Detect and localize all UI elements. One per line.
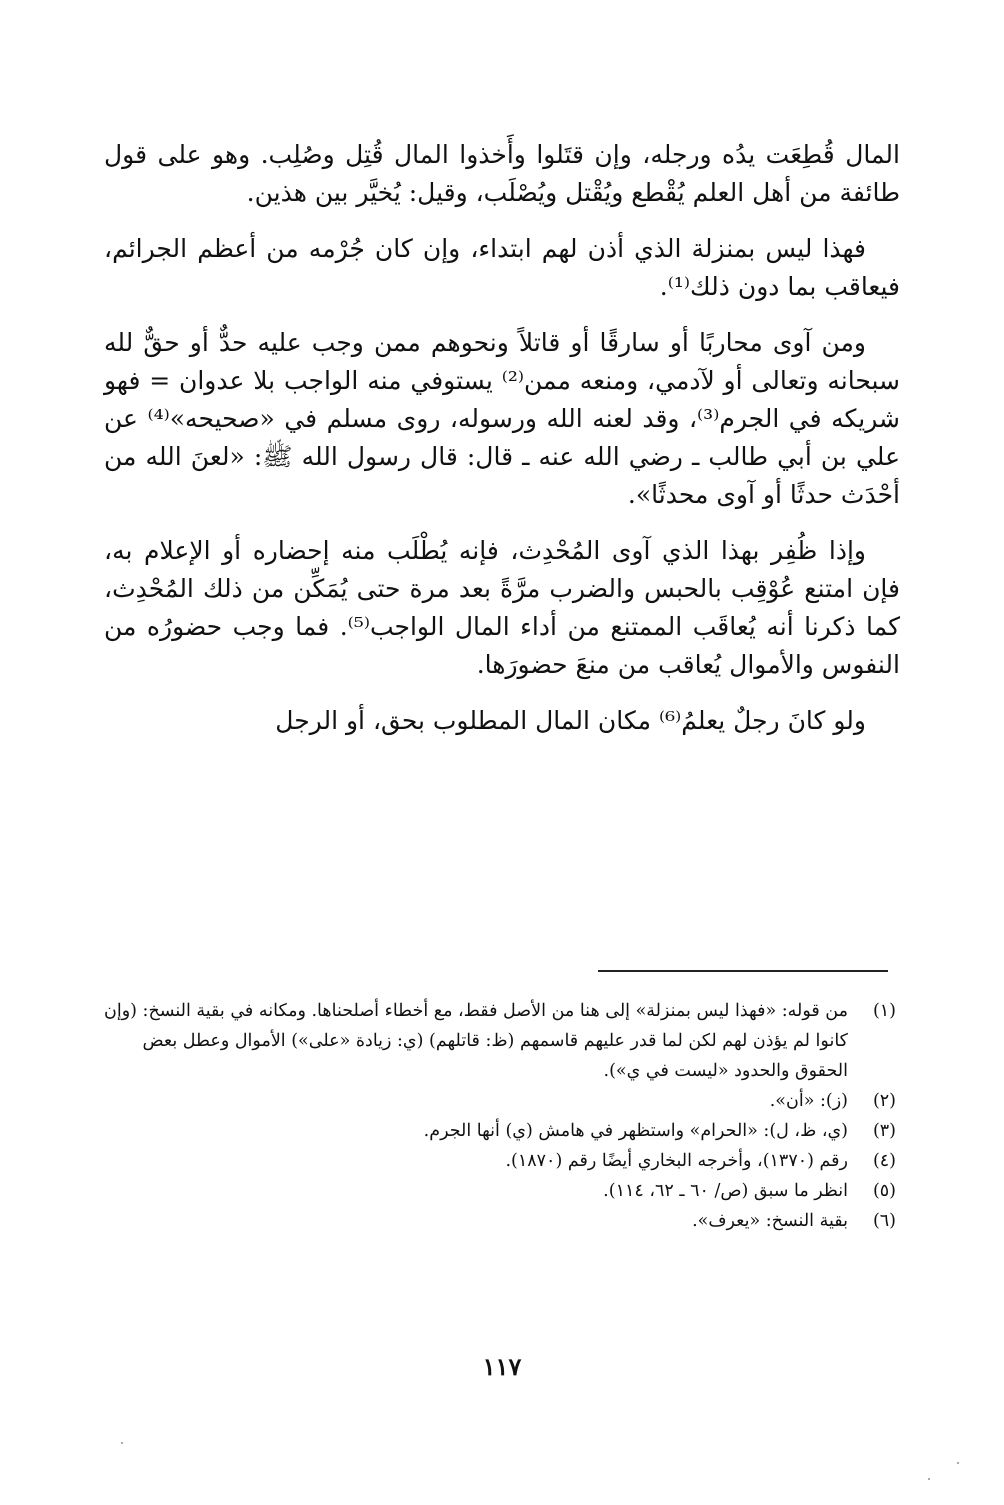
paragraph-3: ومن آوى محاربًا أو سارقًا أو قاتلاً ونحوهم ممن وجب عليه حدٌّ أو حقٌّ لله سبحانه وتعالى أو لآدمي، ومنعه ممن⁽²⁾ يستوفي منه الواجب بلا عدوان = فهو شريكه في الجرم⁽³⁾، وقد لعنه الله ورسوله، روى مسلم في «صحيحه»⁽⁴⁾ عن علي بن أبي طالب ـ رضي الله عنه ـ قال: قال رسول الله ﷺ: «لعنَ الله من أحْدَث حدثًا أو آوى محدثًا».: [104, 328, 901, 509]
footnote-text: (ي، ظ، ل): «الحرام» واستظهر في هامش (ي) أنها الجرم.: [423, 1121, 848, 1141]
footnote-text: رقم (١٣٧٠)، وأخرجه البخاري أيضًا رقم (١٨٧٠).: [505, 1151, 848, 1171]
paragraph-2: فهذا ليس بمنزلة الذي أذن لهم ابتداء، وإن كان جُرْمه من أعظم الجرائم، فيعاقب بما دون ذلك⁽¹⁾.: [104, 234, 900, 301]
footnote-5: [104, 1176, 896, 1206]
page-number: ١١٧: [482, 1352, 522, 1381]
footnote-text: من قوله: «فهذا ليس بمنزلة» إلى هنا من الأصل فقط، مع أخطاء أصلحناها. ومكانه في بقية النسخ: (وإن كانوا لم يؤذن لهم لكن لما قدر عليهم قاسمهم (ظ: قاتلهم) (ي: زيادة «على») الأموال وعطل بعض الحقوق والحدود «ليست في ي»).: [104, 1001, 848, 1081]
main-text: [104, 136, 900, 758]
footnote-3: [104, 1116, 896, 1146]
footnote-number: (١): [872, 1001, 896, 1021]
footnote-text: بقية النسخ: «يعرف».: [692, 1211, 848, 1231]
footnote-text: (ز): «أن».: [769, 1091, 848, 1111]
footnote-number: (٢): [872, 1091, 896, 1111]
footnote-1: [104, 996, 896, 1086]
scan-speck: [121, 1442, 123, 1444]
footnote-number: (٤): [872, 1151, 896, 1171]
footnote-separator: [598, 970, 888, 972]
footnote-4: [104, 1146, 896, 1176]
footnote-text: انظر ما سبق (ص/ ٦٠ ـ ٦٢، ١١٤).: [603, 1181, 848, 1201]
footnote-6: [104, 1206, 896, 1236]
footnote-number: (٣): [872, 1121, 896, 1141]
footnote-number: (٥): [872, 1181, 896, 1201]
footnote-number: (٦): [872, 1211, 896, 1231]
paragraph-5: ولو كانَ رجلٌ يعلمُ⁽⁶⁾ مكان المال المطلوب بحق، أو الرجل: [275, 706, 866, 735]
footnotes: [104, 996, 896, 1236]
scan-speck: [928, 1478, 930, 1480]
paragraph-4: وإذا ظُفِر بهذا الذي آوى المُحْدِث، فإنه يُطْلَب منه إحضاره أو الإعلام به، فإن امتنع عُوْقِب بالحبس والضرب مرَّةً بعد مرة حتى يُمَكِّن من ذلك المُحْدِث، كما ذكرنا أنه يُعاقَب الممتنع من أداء المال الواجب⁽⁵⁾. فما وجب حضورُه من النفوس والأموال يُعاقب من منعَ حضورَها.: [104, 536, 900, 679]
scan-speck: [957, 1462, 959, 1464]
paragraph-1: المال قُطِعَت يدُه ورجله، وإن قتَلوا وأَخذوا المال قُتِل وصُلِب. وهو على قول طائفة من أهل العلم يُقْطع ويُقْتل ويُصْلَب، وقيل: يُخيَّر بين هذين.: [104, 140, 900, 207]
footnote-2: [104, 1086, 896, 1116]
